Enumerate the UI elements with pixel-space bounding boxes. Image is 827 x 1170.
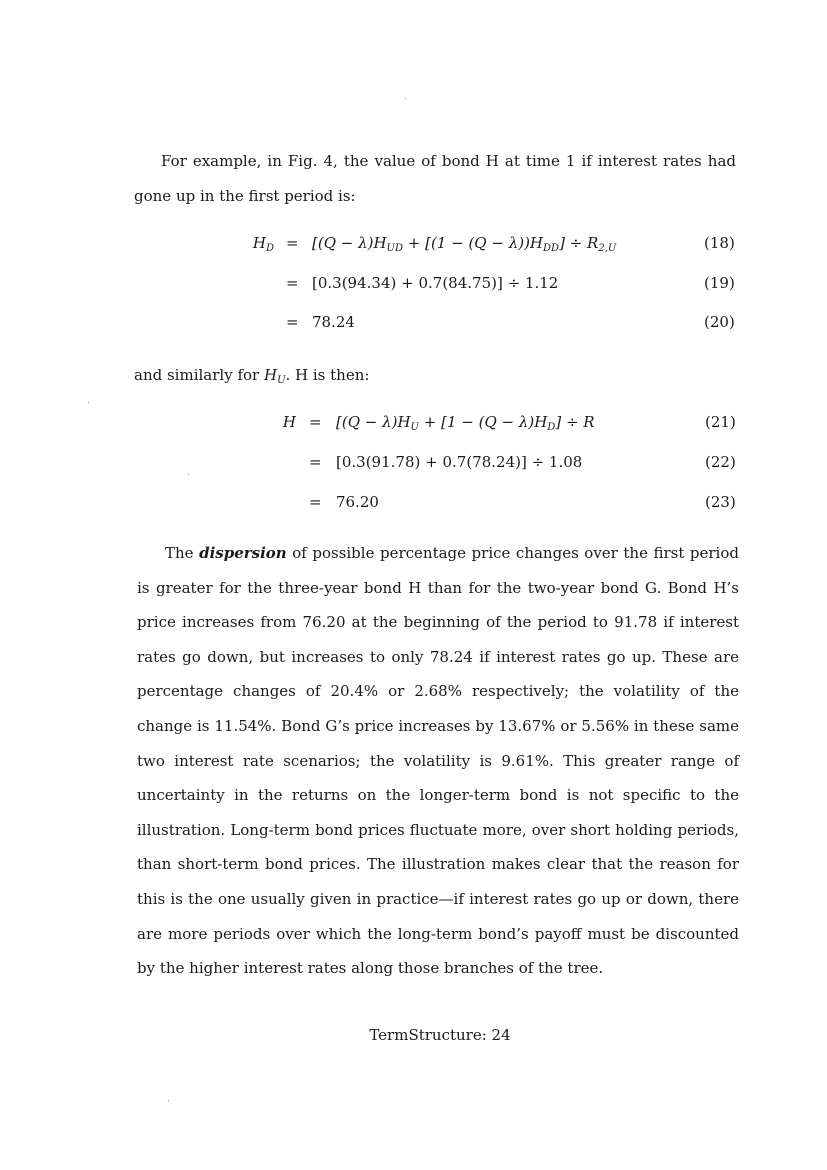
equation-relation: = [309,453,322,471]
equation-20 [0,307,827,337]
equation-rhs: 76.20 [336,493,379,511]
equation-number: (18) [704,234,735,252]
scan-speck [188,474,189,475]
equation-rhs: 78.24 [312,313,355,331]
paragraph-intro: For example, in Fig. 4, the value of bond H at time 1 if interest rates had gone up in the first period is: [134,152,736,205]
equation-21 [0,407,827,437]
equation-18 [0,228,827,258]
equation-relation: = [309,493,322,511]
equation-rhs: [0.3(91.78) + 0.7(78.24)] ÷ 1.08 [336,453,583,471]
equation-22 [0,447,827,477]
equation-number: (22) [705,453,736,471]
scan-speck [405,98,406,99]
equation-relation: = [286,313,299,331]
equation-lhs: $H_D$ [252,234,274,254]
page-footer: TermStructure: 24 [369,1026,511,1044]
equation-rhs: [$(Q - \lambda)H_U + [1 - (Q - \lambda)H_D] \div R$ [336,413,595,433]
equation-number: (23) [705,493,736,511]
equation-19 [0,268,827,298]
equation-lhs: H [282,413,296,431]
equation-number: (20) [704,313,735,331]
equation-relation: = [286,234,299,252]
paragraph-similarly: and similarly for $H_U$. H is then: [134,366,370,386]
emphasis-dispersion: dispersion [199,544,287,562]
equation-rhs: [0.3(94.34) + 0.7(84.75)] ÷ 1.12 [312,274,559,292]
equation-rhs: [$(Q - \lambda)H_{UD} + [(1 - (Q - \lambda))H_{DD}] \div R_{2,U}$ [312,234,617,254]
equation-relation: = [286,274,299,292]
equation-23 [0,487,827,517]
paragraph-dispersion: The dispersion of possible percentage price changes over the first period is greater for the three-year bond H than for the two-year bond G. Bond H’s price increases from 76.20 at the beginning of the period to 91.78 if interest rates go down, but increases to only 78.24 if interest rates go up. These are percentage changes of 20.4% or 2.68% respectively; the volatility of the change is 11.54%. Bond G’s price increases by 13.67% or 5.56% in these same two interest rate scenarios; the volatility is 9.61%. This greater range of uncertainty in the returns on the longer-term bond is not specific to the illustration. Long-term bond prices fluctuate more, over short holding periods, than short-term bond prices. The illustration makes clear that the reason for this is the one usually given in practice—if interest rates go up or down, there are more periods over which the long-term bond’s payoff must be discounted by the higher interest rates along those branches of the tree. [137,544,739,978]
equation-number: (19) [704,274,735,292]
scan-speck [88,402,89,403]
equation-relation: = [309,413,322,431]
scan-speck [168,1100,169,1101]
equation-number: (21) [705,413,736,431]
